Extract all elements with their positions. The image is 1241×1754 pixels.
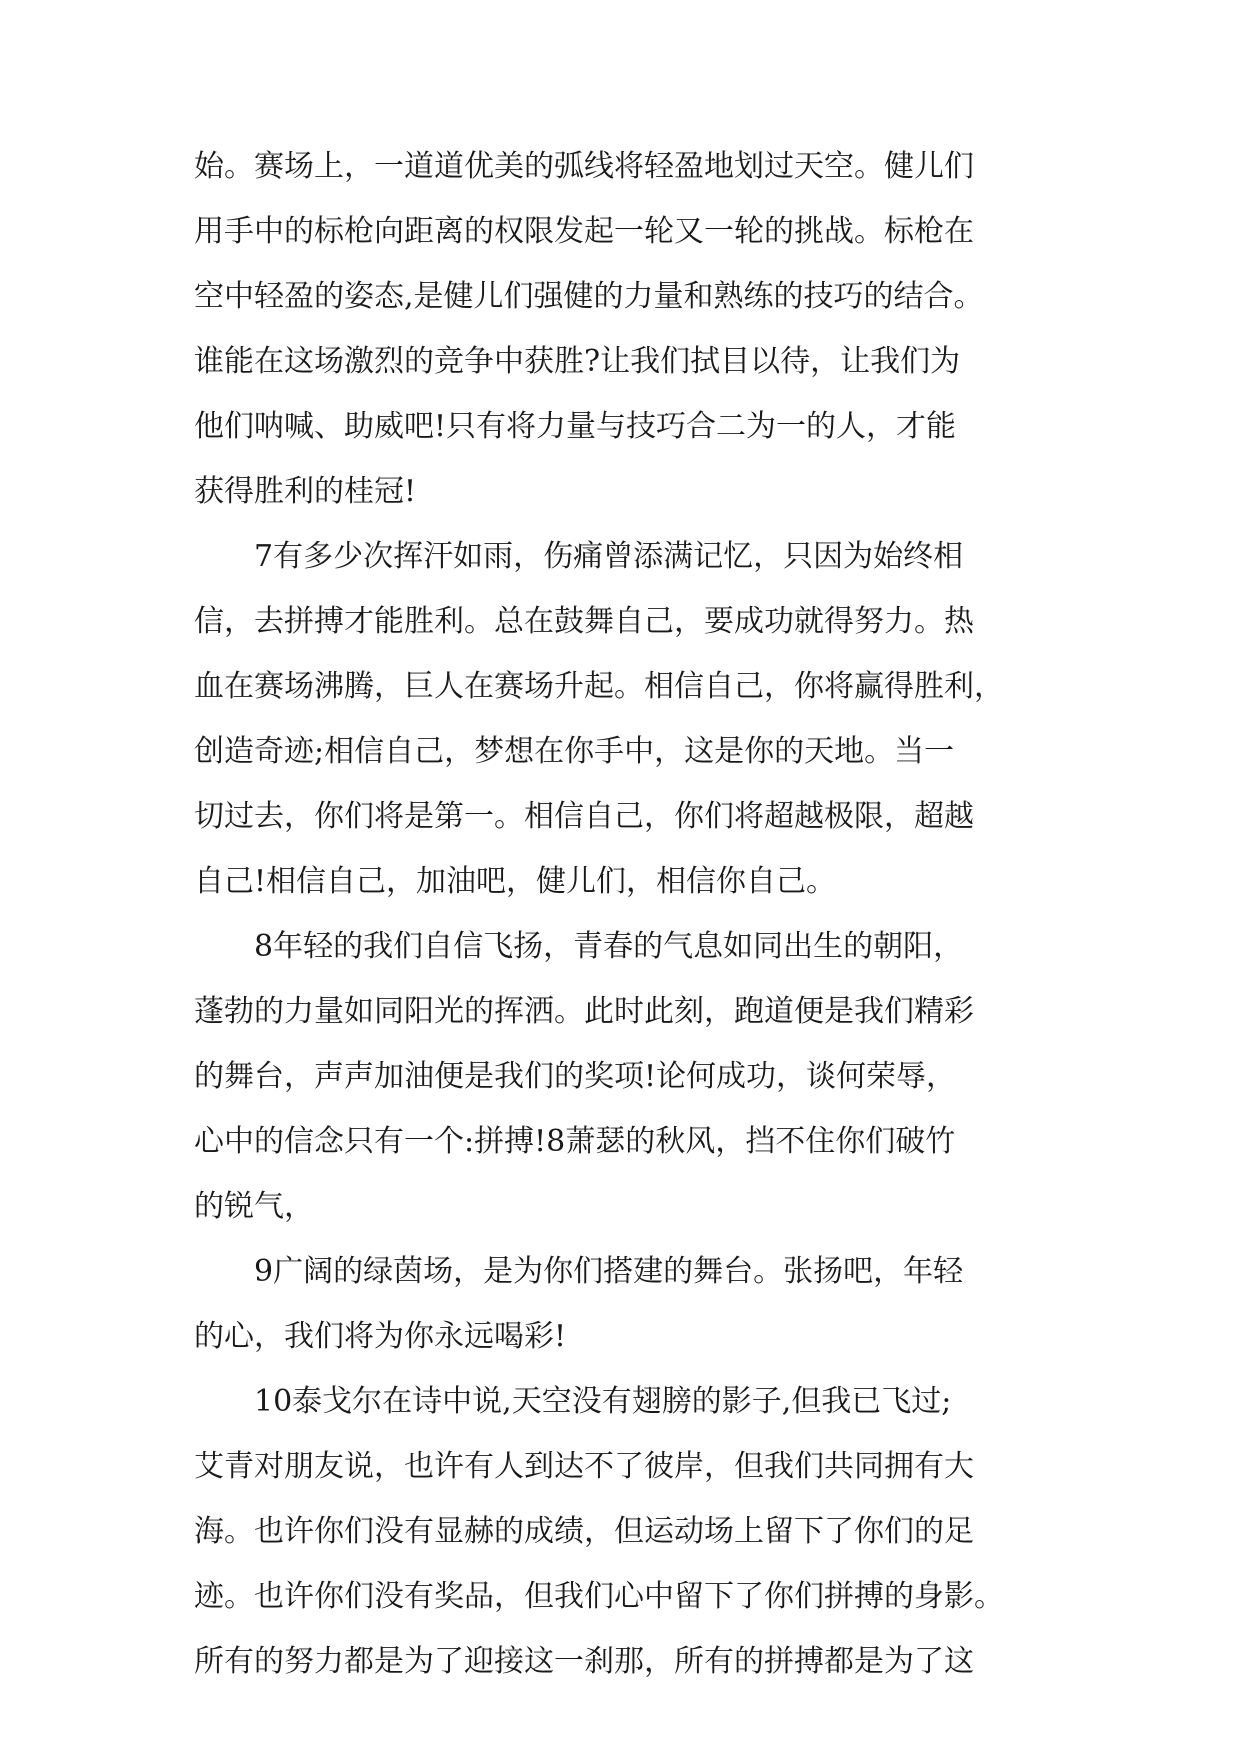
text-line: 用手中的标枪向距离的权限发起一轮又一轮的挑战。标枪在 [194,214,974,249]
text-line: 始。赛场上，一道道优美的弧线将轻盈地划过天空。健儿们 [194,149,974,184]
text-line: 艾青对朋友说，也许有人到达不了彼岸，但我们共同拥有大 [194,1449,974,1484]
text-line: 的心，我们将为你永远喝彩! [194,1319,567,1354]
paragraph-start-line: 10泰戈尔在诗中说,天空没有翅膀的影子,但我已飞过; [254,1384,952,1419]
paragraph-start-line: 9广阔的绿茵场，是为你们搭建的舞台。张扬吧，年轻 [254,1254,964,1289]
text-line: 信，去拼搏才能胜利。总在鼓舞自己，要成功就得努力。热 [194,604,974,639]
text-line: 的锐气， [194,1189,314,1224]
text-line: 蓬勃的力量如同阳光的挥洒。此时此刻，跑道便是我们精彩 [194,994,974,1029]
text-line: 的舞台，声声加油便是我们的奖项!论何成功，谈何荣辱， [194,1059,957,1094]
text-line: 切过去，你们将是第一。相信自己，你们将超越极限，超越 [194,799,974,834]
text-line: 海。也许你们没有显赫的成绩，但运动场上留下了你们的足 [194,1514,974,1549]
text-line: 心中的信念只有一个:拼搏!8萧瑟的秋风，挡不住你们破竹 [194,1124,956,1159]
text-line: 空中轻盈的姿态,是健儿们强健的力量和熟练的技巧的结合。 [194,279,984,314]
text-line: 获得胜利的桂冠! [194,474,417,509]
text-line: 自己!相信自己，加油吧，健儿们，相信你自己。 [194,864,837,899]
text-line: 谁能在这场激烈的竞争中获胜?让我们拭目以待，让我们为 [194,344,961,379]
text-line: 迹。也许你们没有奖品，但我们心中留下了你们拼搏的身影。 [194,1579,1004,1614]
text-line: 创造奇迹;相信自己，梦想在你手中，这是你的天地。当一 [194,734,955,769]
text-line: 他们呐喊、助威吧!只有将力量与技巧合二为一的人，才能 [194,409,957,444]
paragraph-start-line: 7有多少次挥汗如雨，伤痛曾添满记忆，只因为始终相 [254,539,964,574]
paragraph-start-line: 8年轻的我们自信飞扬，青春的气息如同出生的朝阳， [254,929,964,964]
text-line: 血在赛场沸腾，巨人在赛场升起。相信自己，你将赢得胜利， [194,669,1004,704]
text-line: 所有的努力都是为了迎接这一刹那，所有的拼搏都是为了这 [194,1644,974,1679]
